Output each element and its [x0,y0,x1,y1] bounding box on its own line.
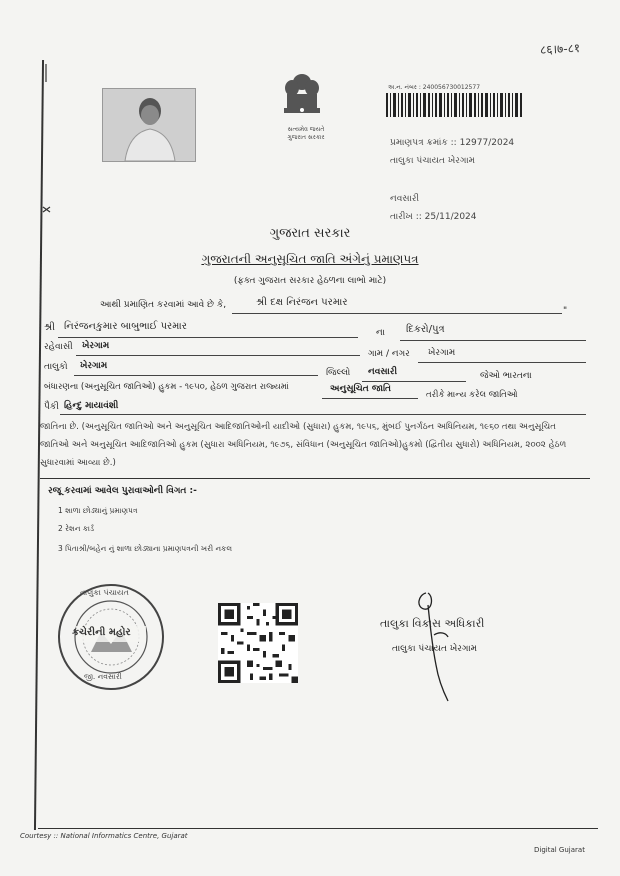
district-value: નવસારી [368,367,398,377]
certificate-page: ८६।७-८१ સત્યમેવ જયતે ગુજરાત સરકાર અ.ન. નંબર : 240056730012577 પ્રમાણપત્ર ક્રમાંક :: 12977/2024 તાલુકા પંચાયત ખેરગામ નવસારી તારીખ :: 25/11/2024 ગુજરાત સરકાર ગુજરાતની અનુસૂચિત જાતિ અંગેનું પ્રમાણપત્ર (ફક્ત ગુજરાત સરકાર હેઠળના લાભો માટે) આથી પ્રમાણિત કરવામાં આવે છે કે, શ્રી દક્ષ નિરંજન પરમાર " શ્રી નિરંજનકુમાર બાબુભાઈ પરમાર ના દિકરો/પુત્ર રહેવાસી ખેરગામ ગામ / નગર ખેરગામ તાલુકો ખેરગામ જિલ્લો નવસારી જેઓ ભારતના બંધારણના (અનુસૂચિત જાતિઓ) હુકમ - ૧૯૫૦, હેઠળ ગુજરાત રાજ્યમાં અનુસૂચિત જાતિ તરીકે માન્ય કરેલ જાતિઓ પૈકી હિન્દુ માયાવંશી જાતિના છે. (અનુસૂચિત જાતિઓ અને અનુસૂચિત આદિજાતિઓની યાદીઓ (સુધારા) હુકમ, ૧૯૫૬, મુંબઈ પુનર્ગઠન અધિનિયમ, ૧૯૬૦ તથા અનુસૂચિત જાતિઓ અને અનુસૂચિત આદિજાતિઓ હુકમ (સુધારા અધિનિયમ, ૧૯૭૬, સંવિધાન (અનુસૂચિત જાતિઓ)હુકમો (દ્વિતીય સુધારો) અધિનિયમ, ૨૦૦૨ હેઠળ સુધારવામાં આવ્યા છે.) રજૂ કરવામાં આવેલ પુરાવાઓની વિગત :- 1 શાળા છોડ્યાનું પ્રમાણપત્ર 2 રેશન કાર્ડ 3 પિતાશ્રી/બહેન નું શાળા છોડ્યાના પ્રમાણપત્રની ખરી નકલ તાલુકા પંચાયત કચેરીની મહોર જી. નવસારી તાલુકા વિકાસ અધિકારી તાલુકા પંચાયત ખેરગામ Courtesy :: National Informatics Centre, Gujarat Digital Gujarat [0,0,620,876]
village-label: ગામ / નગર [368,349,410,359]
legal-paragraph: જાતિના છે. (અનુસૂચિત જાતિઓ અને અનુસૂચિત આદિજાતિઓની યાદીઓ (સુધારા) હુકમ, ૧૯૫૬, મુંબઈ પુનર્ગઠન અધિનિયમ, ૧૯૬૦ તથા અનુસૂચિત જાતિઓ અને અનુસૂચિત આદિજાતિઓ હુકમ (સુધારા અધિનિયમ, ૧૯૭૬, સંવિધાન (અનુસૂચિત જાતિઓ)હુકમો (દ્વિતીય સુધારો) અધિનિયમ, ૨૦૦૨ હેઠળ સુધારવામાં આવ્યા છે.) [40,422,567,468]
seal-top-text: તાલુકા પંચાયત [80,588,129,597]
caste-name: હિન્દુ માયાવંશી [64,401,119,411]
bottom-border-line [38,828,598,829]
govt-title: ગુજરાત સરકાર [269,226,351,241]
issuing-office: તાલુકા પંચાયત ખેરગામ [390,156,476,166]
handwritten-corner-note: ८६।७-८१ [539,40,581,58]
section-divider [40,478,590,479]
signatory-title: તાલુકા વિકાસ અધિકારી [380,617,485,630]
recognized-text: તરીકે માન્ય કરેલ જાતિઓ [426,390,518,400]
certificate-number-value: 12977/2024 [459,138,515,148]
issue-date-label: તારીખ [390,212,413,222]
applicant-name: શ્રી દક્ષ નિરંજન પરમાર [256,297,348,308]
evidence-item: 3 પિતાશ્રી/બહેન નું શાળા છોડ્યાના પ્રમાણપત્રની ખરી નકલ [58,544,233,553]
shri-label: શ્રી [44,322,56,333]
relation: દિકરો/પુત્ર [406,324,445,335]
na-label: ના [376,328,385,338]
barcode-number: અ.ન. નંબર : 240056730012577 [388,84,481,91]
qr-code-icon [218,603,298,683]
applicant-photo [102,88,196,162]
issue-date-value: 25/11/2024 [424,212,477,222]
father-name: નિરંજનકુમાર બાબુભાઈ પરમાર [64,321,187,332]
issue-date: તારીખ :: 25/11/2024 [390,212,477,222]
left-bracket-mark [40,62,52,222]
emblem-caption-govt: ગુજરાત સરકાર [287,134,325,141]
who-label: જેઓ ભારતના [480,371,532,381]
certify-prefix: આથી પ્રમાણિત કરવામાં આવે છે કે, [100,300,227,310]
footer-courtesy: Courtesy :: National Informatics Centre, Gujarat [20,832,188,840]
evidence-item: 1 શાળા છોડ્યાનું પ્રમાણપત્ર [58,506,138,515]
taluka-value: ખેરગામ [80,361,108,371]
issuing-district: નવસારી [390,194,420,204]
seal-stamp-text: કચેરીની મહોર [72,627,131,638]
signatory-office: તાલુકા પંચાયત ખેરગામ [392,644,478,654]
district-label: જિલ્લો [326,368,351,378]
evidence-heading: રજૂ કરવામાં આવેલ પુરાવાઓની વિગત :- [48,486,197,496]
seal-bottom-text: જી. નવસારી [84,672,122,681]
certificate-number: પ્રમાણપત્ર ક્રમાંક :: 12977/2024 [390,138,515,148]
barcode-icon [386,93,526,117]
resident-value: ખેરગામ [82,341,110,351]
emblem-caption-motto: સત્યમેવ જયતે [287,126,325,133]
certificate-subtitle: (ફક્ત ગુજરાત સરકાર હેઠળના લાભો માટે) [233,276,387,286]
village-value: ખેરગામ [428,348,456,358]
of-label: પૈકી [44,402,59,412]
certificate-number-label: પ્રમાણપત્ર ક્રમાંક [390,138,448,148]
constitution-text: બંધારણના (અનુસૂચિત જાતિઓ) હુકમ - ૧૯૫૦, હેઠળ ગુજરાત રાજ્યમાં [44,382,289,392]
evidence-item: 2 રેશન કાર્ડ [58,524,95,533]
taluka-label: તાલુકો [44,362,68,372]
resident-label: રહેવાસી [44,342,73,352]
footer-brand: Digital Gujarat [534,846,585,854]
caste-type: અનુસૂચિત જાતિ [330,384,391,394]
certificate-title: ગુજરાતની અનુસૂચિત જાતિ અંગેનું પ્રમાણપત્ર [201,252,419,266]
